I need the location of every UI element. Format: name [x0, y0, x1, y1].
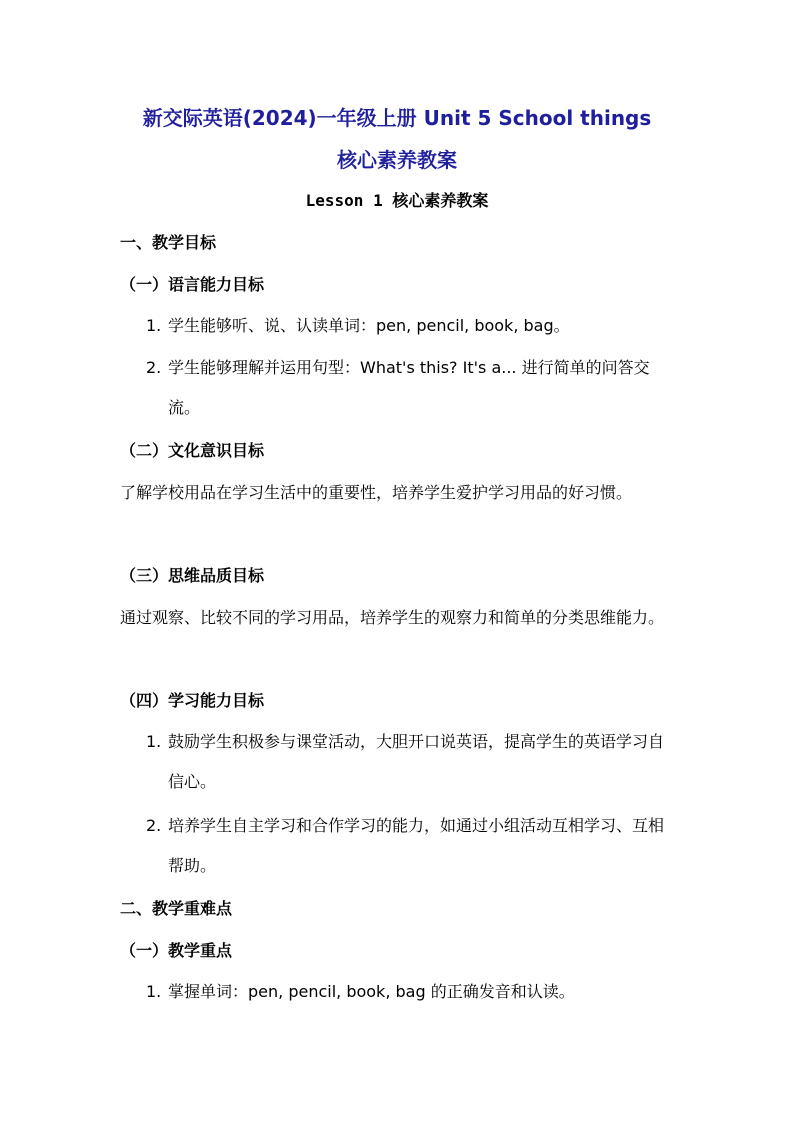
section1-sub3-heading: （三）思维品质目标 — [120, 566, 265, 585]
section2-heading: 二、教学重难点 — [120, 899, 233, 918]
list-item-text: 学生能够理解并运用句型：What's this? It's a... 进行简单的问答交流。 — [168, 358, 650, 417]
section1-sub2-heading: （二）文化意识目标 — [120, 441, 265, 460]
list-item — [120, 806, 676, 886]
paragraph-thinking: 通过观察、比较不同的学习用品，培养学生的观察力和简单的分类思维能力。 — [120, 608, 665, 627]
list-item-text: 学生能够听、说、认读单词：pen, pencil, book, bag。 — [168, 316, 570, 335]
section2-sub1-heading: （一）教学重点 — [120, 941, 233, 960]
list-item-number: 2. — [146, 816, 162, 835]
list-item-number: 1. — [146, 982, 162, 1001]
document-title-line2: 核心素养教案 — [337, 148, 457, 172]
lesson-title: Lesson 1 核心素养教案 — [305, 191, 489, 210]
section1-sub1-heading: （一）语言能力目标 — [120, 275, 265, 294]
list-item-number: 1. — [146, 732, 162, 751]
list-item-text: 掌握单词：pen, pencil, book, bag 的正确发音和认读。 — [168, 982, 575, 1001]
document-title-line1: 新交际英语(2024)一年级上册 Unit 5 School things — [142, 106, 652, 130]
list-item-number: 1. — [146, 316, 162, 335]
list-item-text: 鼓励学生积极参与课堂活动，大胆开口说英语，提高学生的英语学习自信心。 — [168, 732, 665, 791]
list-item — [120, 972, 676, 1012]
list-item-text: 培养学生自主学习和合作学习的能力，如通过小组活动互相学习、互相帮助。 — [168, 816, 665, 875]
list-item-number: 2. — [146, 358, 162, 377]
section1-heading: 一、教学目标 — [120, 233, 217, 252]
paragraph-culture: 了解学校用品在学习生活中的重要性，培养学生爱护学习用品的好习惯。 — [120, 483, 633, 502]
list-item — [120, 306, 676, 346]
list-item — [120, 348, 676, 428]
list-item — [120, 722, 676, 802]
section1-sub4-heading: （四）学习能力目标 — [120, 691, 265, 710]
